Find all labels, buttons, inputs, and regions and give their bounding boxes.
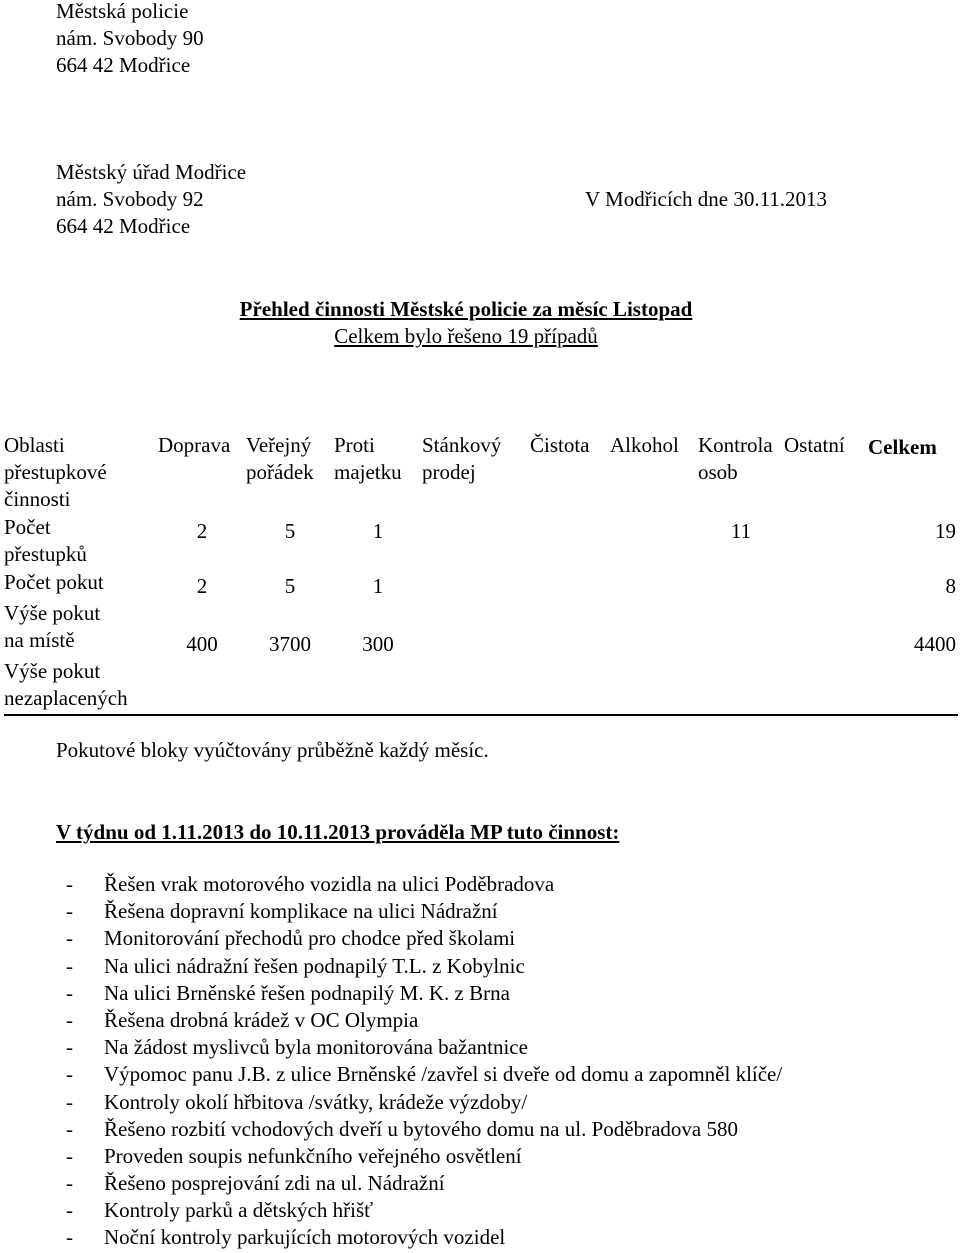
bullet-dash: - [66, 1225, 73, 1250]
sender-line: 664 42 Modřice [56, 53, 191, 77]
column-header-line: Doprava [158, 433, 231, 457]
row-label-line: Výše pokut [4, 659, 101, 683]
row-label-line: Počet [4, 515, 51, 539]
week-heading: V týdnu od 1.11.2013 do 10.11.2013 prováděla MP tuto činnost: [56, 820, 620, 844]
sender-address [56, 0, 204, 79]
sender-line: nám. Svobody 90 [56, 26, 204, 50]
bullet-dash: - [66, 1116, 73, 1141]
activity-text: Kontroly parků a dětských hřišť [104, 1198, 374, 1223]
column-header [334, 432, 422, 514]
bullet-dash: - [66, 1198, 73, 1223]
table-row [4, 514, 958, 569]
bullet-dash: - [66, 953, 73, 978]
sender-line: Městská policie [56, 0, 189, 23]
bullet-dash: - [66, 1062, 73, 1087]
column-header [158, 432, 246, 514]
activity-text: Řešena drobná krádež v OC Olympia [104, 1007, 419, 1032]
column-header-line: Ostatní [784, 433, 845, 457]
list-item [66, 1197, 782, 1224]
column-header [246, 432, 334, 514]
table-row [4, 600, 958, 658]
activity-text: Řešen vrak motorového vozidla na ulici Poděbradova [104, 872, 555, 896]
corner-line: činnosti [4, 487, 71, 511]
table-cell [784, 514, 868, 569]
activity-text: Monitorování přechodů pro chodce před školami [104, 926, 516, 951]
table-cell [784, 658, 868, 715]
activity-text: Na žádost myslivců byla monitorována bažantnice [104, 1035, 528, 1060]
bullet-dash: - [66, 872, 73, 896]
list-item [66, 1170, 782, 1197]
column-header [422, 432, 530, 514]
list-item [66, 1143, 782, 1170]
activity-text: Noční kontroly parkujících motorových vozidel [104, 1225, 506, 1250]
row-label [4, 514, 158, 569]
column-header-line: Celkem [868, 435, 937, 459]
statistics-table [4, 432, 958, 716]
column-header-line: majetku [334, 460, 402, 484]
bullet-dash: - [66, 1143, 73, 1168]
list-item [66, 1034, 782, 1061]
row-label-line: přestupků [4, 542, 87, 566]
list-item [66, 1061, 782, 1088]
table-cell [422, 569, 530, 600]
table-cell-total: 4400 [914, 632, 956, 656]
table-cell [610, 600, 698, 658]
bullet-dash: - [66, 1035, 73, 1060]
table-cell: 2 [196, 519, 208, 543]
report-title: Přehled činnosti Městské policie za měsíc Listopad [239, 297, 693, 321]
row-label [4, 569, 158, 600]
table-cell [610, 514, 698, 569]
row-label-line: nezaplacených [4, 686, 128, 710]
column-header [784, 432, 868, 514]
corner-header [4, 432, 158, 514]
table-cell [422, 514, 530, 569]
list-item [66, 925, 782, 952]
recipient-line: 664 42 Modřice [56, 214, 191, 238]
table-header-row [4, 432, 958, 514]
bullet-dash: - [66, 980, 73, 1005]
table-cell-total: 8 [945, 574, 956, 598]
bullet-dash: - [66, 1089, 73, 1114]
list-item [66, 953, 782, 980]
column-header-line: Proti [334, 433, 375, 457]
list-item [66, 871, 782, 898]
table-cell [698, 658, 784, 715]
recipient-line: Městský úřad Modřice [56, 160, 247, 184]
table-cell [422, 600, 530, 658]
table-cell [334, 658, 422, 715]
list-item [66, 898, 782, 925]
table-cell [530, 658, 610, 715]
row-label-line: Počet pokut [4, 570, 104, 594]
table-cell [784, 569, 868, 600]
column-header [698, 432, 784, 514]
column-header-line: Alkohol [610, 433, 679, 457]
table-row [4, 569, 958, 600]
row-label [4, 600, 158, 658]
table-cell: 300 [362, 632, 394, 656]
table-cell: 400 [186, 632, 218, 656]
activity-text: Řešeno posprejování zdi na ul. Nádražní [104, 1171, 445, 1196]
row-label-line: Výše pokut [4, 601, 101, 625]
row-label-line: na místě [4, 628, 75, 652]
column-header-line: Čistota [530, 433, 590, 457]
table-cell: 5 [284, 519, 296, 543]
column-header [610, 432, 698, 514]
list-item [66, 1116, 782, 1143]
activity-text: Výpomoc panu J.B. z ulice Brněnské /zavřel si dveře od domu a zapomněl klíče/ [104, 1062, 783, 1087]
report-subtitle: Celkem bylo řešeno 19 případů [334, 324, 598, 348]
table-cell [530, 569, 610, 600]
table-cell: 1 [372, 519, 384, 543]
activity-text: Proveden soupis nefunkčního veřejného osvětlení [104, 1143, 522, 1168]
activity-text: Řešeno rozbití vchodových dveří u bytového domu na ul. Poděbradova 580 [104, 1116, 738, 1141]
table-cell-total: 19 [935, 519, 956, 543]
table-cell [610, 569, 698, 600]
activity-list [66, 871, 782, 1252]
table-cell [246, 658, 334, 715]
list-item [66, 1007, 782, 1034]
bullet-dash: - [66, 1007, 73, 1032]
column-header-line: pořádek [246, 460, 314, 484]
table-cell: 5 [284, 574, 296, 598]
column-header-line: prodej [422, 460, 476, 484]
table-cell [530, 600, 610, 658]
list-item [66, 1224, 782, 1251]
table-cell [698, 569, 784, 600]
column-header-line: osob [698, 460, 738, 484]
table-cell-total [868, 658, 958, 715]
table-cell [530, 514, 610, 569]
table-cell [158, 658, 246, 715]
table-cell: 2 [196, 574, 208, 598]
column-header [868, 432, 958, 514]
table-cell [698, 600, 784, 658]
column-header-line: Veřejný [246, 433, 312, 457]
activity-text: Řešena dopravní komplikace na ulici Nádražní [104, 899, 498, 924]
bullet-dash: - [66, 1171, 73, 1196]
recipient-address [56, 159, 246, 240]
column-header-line: Kontrola [698, 433, 773, 457]
bullet-dash: - [66, 926, 73, 951]
table-cell [610, 658, 698, 715]
table-cell [784, 600, 868, 658]
activity-text: Kontroly okolí hřbitova /svátky, krádeže výzdoby/ [104, 1089, 528, 1114]
column-header-line: Stánkový [422, 433, 502, 457]
table-cell: 3700 [269, 632, 311, 656]
activity-text: Na ulici nádražní řešen podnapilý T.L. z Kobylnic [104, 953, 525, 978]
recipient-line: nám. Svobody 92 [56, 187, 204, 211]
bullet-dash: - [66, 899, 73, 924]
fines-note: Pokutové bloky vyúčtovány průběžně každý měsíc. [56, 738, 489, 762]
table-row [4, 658, 958, 715]
column-header [530, 432, 610, 514]
row-label [4, 658, 158, 715]
date-line: V Modřicích dne 30.11.2013 [585, 187, 828, 211]
table-cell: 11 [730, 519, 752, 543]
table-cell [422, 658, 530, 715]
activity-text: Na ulici Brněnské řešen podnapilý M. K. z Brna [104, 980, 510, 1005]
table-cell: 1 [372, 574, 384, 598]
list-item [66, 980, 782, 1007]
list-item [66, 1089, 782, 1116]
corner-line: přestupkové [4, 460, 107, 484]
corner-line: Oblasti [4, 433, 65, 457]
